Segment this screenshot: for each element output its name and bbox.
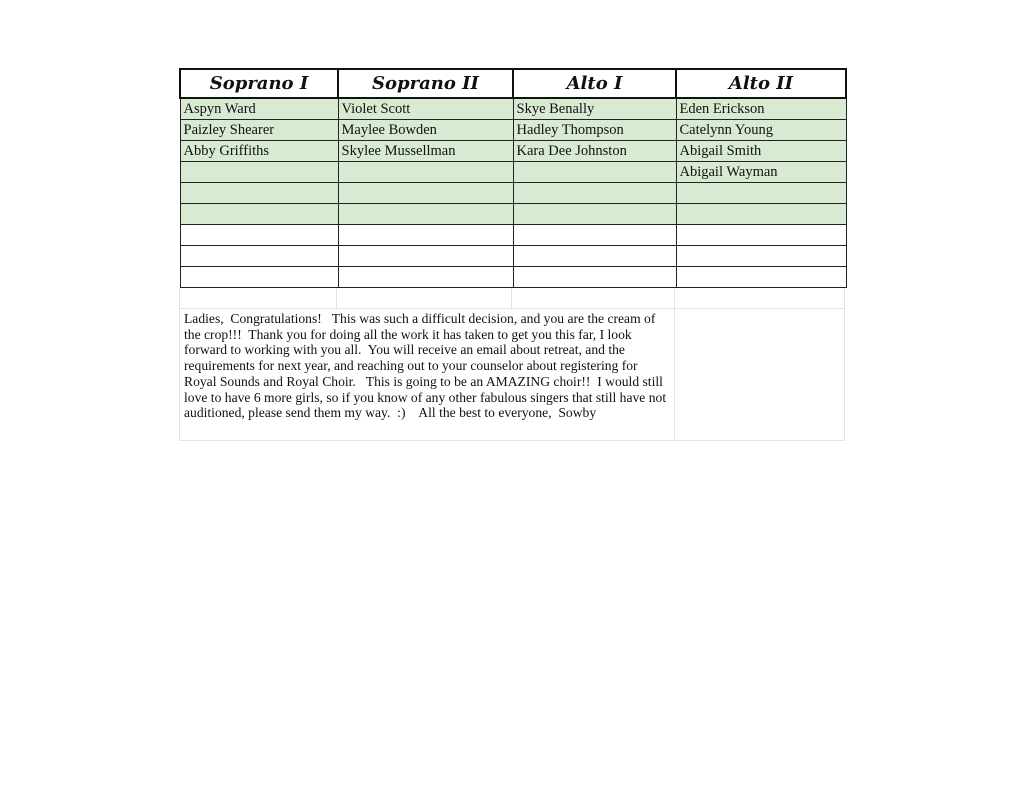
empty-cell: [512, 288, 675, 308]
table-cell: [513, 267, 676, 288]
empty-cell: [675, 288, 845, 308]
table-row: [180, 120, 846, 141]
table-cell: [180, 267, 338, 288]
table-cell: [338, 183, 513, 204]
table-cell: [338, 246, 513, 267]
empty-cell: [675, 309, 845, 440]
table-cell: Violet Scott: [338, 98, 513, 120]
table-cell: [180, 183, 338, 204]
header-row: [180, 69, 846, 98]
header-alto-2: Alto II: [676, 69, 846, 98]
table-cell: Abigail Wayman: [676, 162, 846, 183]
table-cell: Skye Benally: [513, 98, 676, 120]
table-cell: [676, 246, 846, 267]
table-cell: Maylee Bowden: [338, 120, 513, 141]
header-soprano-2: Soprano II: [338, 69, 513, 98]
table-cell: [338, 204, 513, 225]
empty-cell: [179, 288, 337, 308]
table-cell: [180, 225, 338, 246]
table-row: [180, 204, 846, 225]
table-cell: Catelynn Young: [676, 120, 846, 141]
header-alto-1: Alto I: [513, 69, 676, 98]
table-cell: [513, 183, 676, 204]
table-cell: Paizley Shearer: [180, 120, 338, 141]
table-row: [180, 141, 846, 162]
congratulations-message: Ladies, Congratulations! This was such a difficult decision, and you are the cream of the crop!!! Thank you for doing all the work it has taken to get you this far, I look forward to working with you all. You will receive an email about retreat, and the requirements for next year, and reaching out to your counselor about registering for Royal Sounds and Royal Choir. This is going to be an AMAZING choir!! I would still love to have 6 more girls, so if you know of any other fabulous singers that still have not auditioned, please send them my way. :) All the best to everyone, Sowby: [179, 309, 675, 440]
table-row: [180, 162, 846, 183]
table-cell: Aspyn Ward: [180, 98, 338, 120]
table-cell: Skylee Mussellman: [338, 141, 513, 162]
table-cell: [180, 162, 338, 183]
table-row: [180, 183, 846, 204]
spacer-row: [179, 288, 845, 308]
table-cell: [513, 225, 676, 246]
table-cell: [338, 267, 513, 288]
header-soprano-1: Soprano I: [180, 69, 338, 98]
table-cell: [676, 267, 846, 288]
table-cell: [180, 246, 338, 267]
empty-cell: [337, 288, 512, 308]
table-cell: Abby Griffiths: [180, 141, 338, 162]
table-cell: [676, 183, 846, 204]
table-row: [180, 98, 846, 120]
table-cell: [676, 204, 846, 225]
table-cell: Eden Erickson: [676, 98, 846, 120]
table-row: [180, 267, 846, 288]
table-row: [180, 246, 846, 267]
table-cell: [180, 204, 338, 225]
message-row: [179, 308, 845, 441]
table-cell: Hadley Thompson: [513, 120, 676, 141]
message-area: [179, 288, 845, 441]
table-cell: Abigail Smith: [676, 141, 846, 162]
table-cell: [513, 162, 676, 183]
spreadsheet-page: [179, 68, 845, 441]
table-cell: [338, 162, 513, 183]
choir-roster-table: [179, 68, 847, 288]
table-cell: [513, 246, 676, 267]
table-cell: [676, 225, 846, 246]
table-cell: [513, 204, 676, 225]
table-cell: Kara Dee Johnston: [513, 141, 676, 162]
table-row: [180, 225, 846, 246]
table-cell: [338, 225, 513, 246]
